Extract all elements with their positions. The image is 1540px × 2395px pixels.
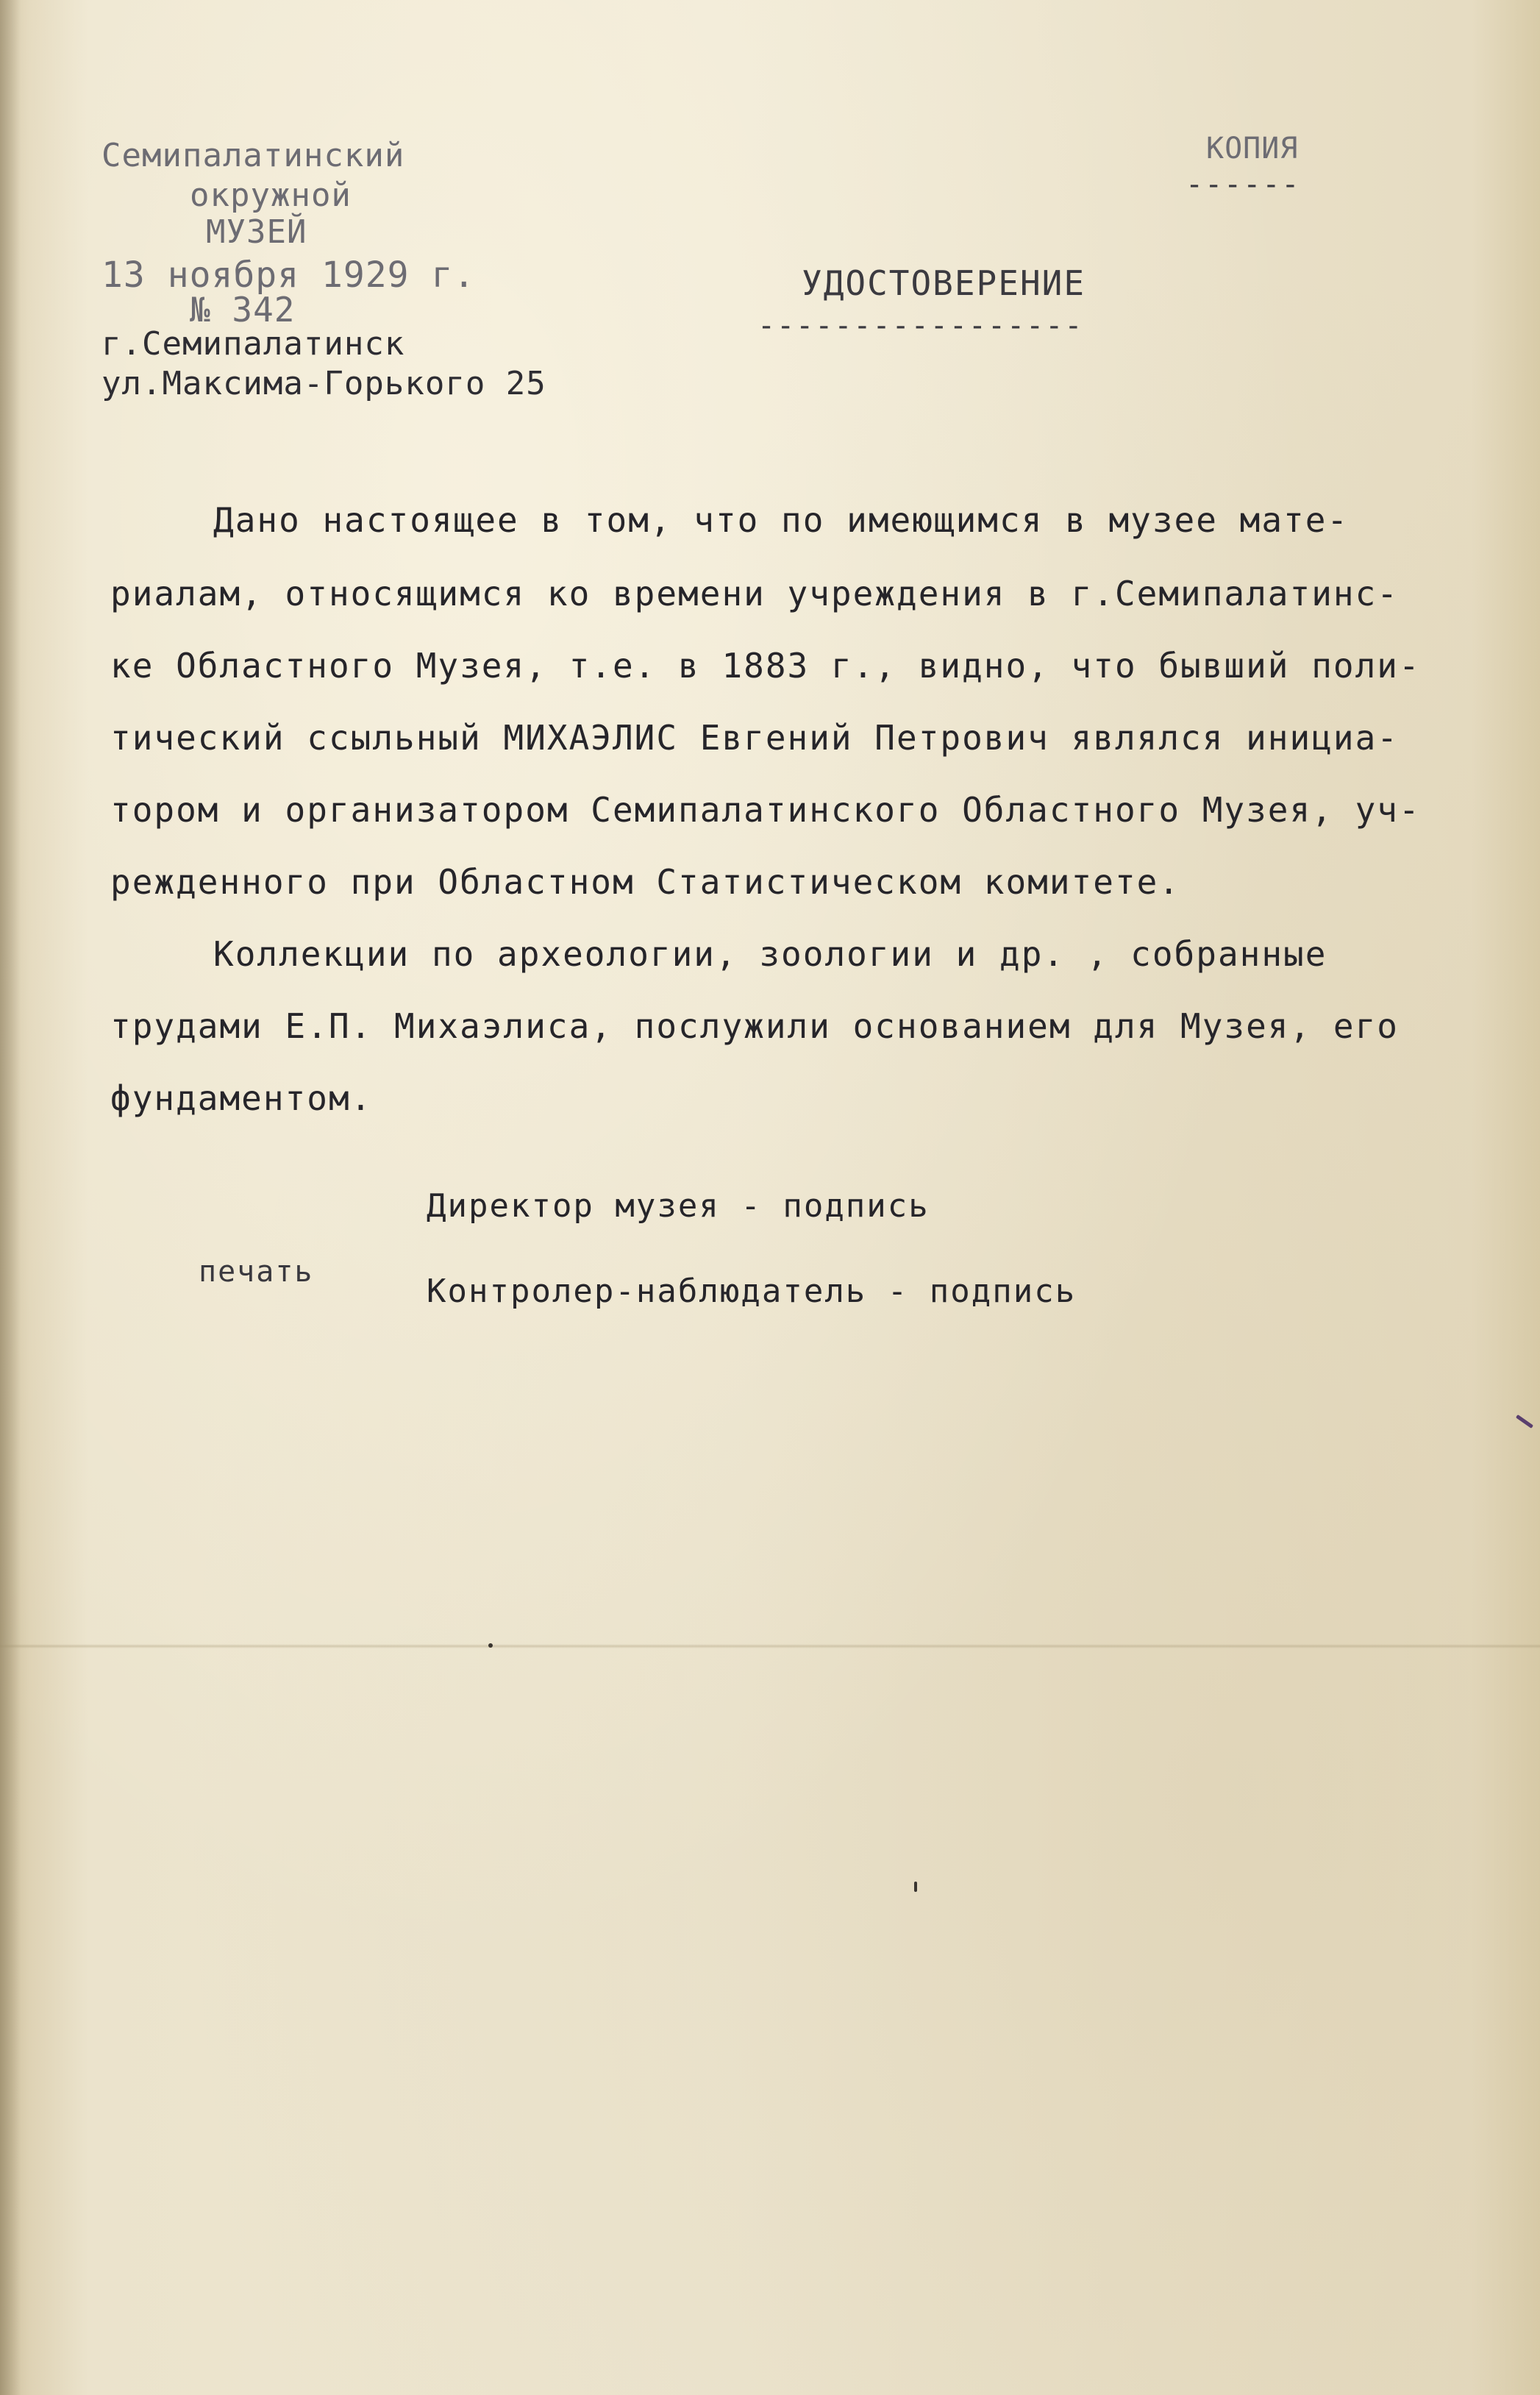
copy-mark: КОПИЯ [1206,132,1299,166]
body-line: тором и организатором Семипалатинского Областного Музея, уч- [110,790,1421,830]
body-line: режденного при Областном Статистическом комитете. [110,862,1181,902]
letterhead-org-line1: Семипалатинский [101,137,405,174]
signature-controller: Контролер-наблюдатель - подпись [427,1273,1077,1310]
paper-edge-shadow [0,0,21,2395]
body-line: тический ссыльный МИХАЭЛИС Евгений Петрович являлся инициа- [110,718,1399,758]
paper-speck [914,1882,917,1892]
letterhead-org-line3: МУЗЕЙ [206,213,307,251]
body-line: Дано настоящее в том, что по имеющимся в музее мате- [213,500,1350,540]
body-line: Коллекции по археологии, зоологии и др. , собранные [213,934,1327,974]
document-title-rule: ----------------- [757,309,1084,343]
body-line: риалам, относящимся ко времени учреждения в г.Семипалатинс- [110,574,1399,613]
letterhead-number: № 342 [190,290,296,330]
paper-speck [1516,1414,1533,1428]
letterhead-date: 13 ноября 1929 г. [101,255,476,296]
seal-mark: печать [199,1255,314,1289]
paper-speck [488,1643,493,1648]
body-line: ке Областного Музея, т.е. в 1883 г., видно, что бывший поли- [110,646,1421,686]
letterhead-city: г.Семипалатинск [101,325,405,363]
body-line: фундаментом. [110,1078,373,1118]
signature-director: Директор музея - подпись [427,1187,930,1225]
letterhead-street: ул.Максима-Горького 25 [101,365,546,402]
letterhead-org-line2: окружной [190,177,352,214]
document-title: УДОСТОВЕРЕНИЕ [802,263,1086,303]
body-line: трудами Е.П. Михаэлиса, послужили основанием для Музея, его [110,1006,1399,1046]
copy-mark-rule: ------ [1186,168,1301,202]
paper-fold [0,1644,1540,1648]
